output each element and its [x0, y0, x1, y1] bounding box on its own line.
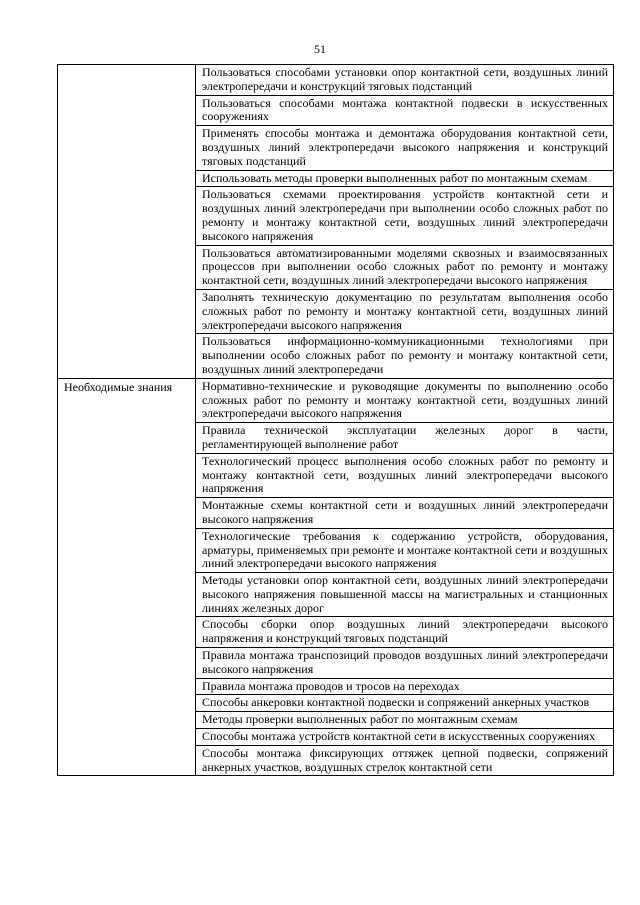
- skill-item: Использовать методы проверки выполненных работ по монтажным схемам: [196, 170, 613, 187]
- row-label-cell: [58, 65, 196, 379]
- knowledge-item: Нормативно-технические и руководящие документы по выполнению особо сложных работ по ремонту и монтажу контактной сети, воздушных линий электропередачи высокого напряжения: [202, 378, 608, 421]
- knowledge-item: Правила монтажа транспозиций проводов воздушных линий электропередачи высокого напряжения: [196, 647, 613, 678]
- skill-item: Пользоваться автоматизированными моделями сквозных и взаимосвязанных процессов при выполнении особо сложных работ по ремонту и монтажу контактной сети, воздушных линий электропередачи высокого напряжения: [196, 245, 613, 289]
- knowledge-item: Правила технической эксплуатации железных дорог в части, регламентирующей выполнение работ: [196, 422, 613, 453]
- skill-item: Применять способы монтажа и демонтажа оборудования контактной сети, воздушных линий электропередачи высокого напряжения и конструкций тяговых подстанций: [196, 125, 613, 169]
- knowledge-item: Методы проверки выполненных работ по монтажным схемам: [196, 711, 613, 728]
- knowledge-item: Способы сборки опор воздушных линий электропередачи высокого напряжения и конструкций тяговых подстанций: [196, 616, 613, 647]
- row-label-required-knowledge: Необходимые знания: [64, 379, 173, 394]
- skill-item: Заполнять техническую документацию по результатам выполнения особо сложных работ по ремонту и монтажу контактной сети, воздушных линий электропередачи высокого напряжения: [196, 289, 613, 333]
- skill-item: Пользоваться схемами проектирования устройств контактной сети и воздушных линий электропередачи при выполнении особо сложных работ по ремонту и монтажу контактной сети, воздушных линий электропередачи высокого напряжения: [196, 186, 613, 244]
- knowledge-item: Методы установки опор контактной сети, воздушных линий электропередачи высокого напряжения повышенной массы на магистральных и станционных линиях железных дорог: [196, 572, 613, 616]
- row-items-cell: [196, 65, 614, 379]
- knowledge-item: Технологический процесс выполнения особо сложных работ по ремонту и монтажу контактной сети, воздушных линий электропередачи высокого напряжения: [196, 453, 613, 497]
- row-label: [58, 65, 195, 67]
- skill-item: Пользоваться способами монтажа контактной подвески в искусственных сооружениях: [196, 95, 613, 126]
- requirements-table: [57, 64, 614, 776]
- knowledge-item: Технологические требования к содержанию устройств, оборудования, арматуры, применяемых при ремонте и монтаже контактной сети и воздушных линий электропередачи высокого напряжения: [196, 528, 613, 572]
- table-row: [58, 65, 614, 379]
- table-row: [58, 378, 614, 776]
- knowledge-item: Способы анкеровки контактной подвески и сопряжений анкерных участков: [196, 694, 613, 711]
- knowledge-item: Способы монтажа устройств контактной сети в искусственных сооружениях: [196, 728, 613, 745]
- row-label-cell: [58, 378, 196, 776]
- knowledge-item: Монтажные схемы контактной сети и воздушных линий электропередачи высокого напряжения: [196, 497, 613, 528]
- row-items-cell: [196, 378, 614, 776]
- knowledge-item: Правила монтажа проводов и тросов на переходах: [196, 678, 613, 695]
- knowledge-item: Способы монтажа фиксирующих оттяжек цепной подвески, сопряжений анкерных участков, воздушных стрелок контактной сети: [196, 745, 613, 776]
- skill-item: Пользоваться способами установки опор контактной сети, воздушных линий электропередачи и конструкций тяговых подстанций: [202, 65, 608, 93]
- page-number: 51: [314, 42, 326, 56]
- skill-item: Пользоваться информационно-коммуникационными технологиями при выполнении особо сложных работ по ремонту и монтажу контактной сети, воздушных линий электропередачи: [196, 333, 613, 377]
